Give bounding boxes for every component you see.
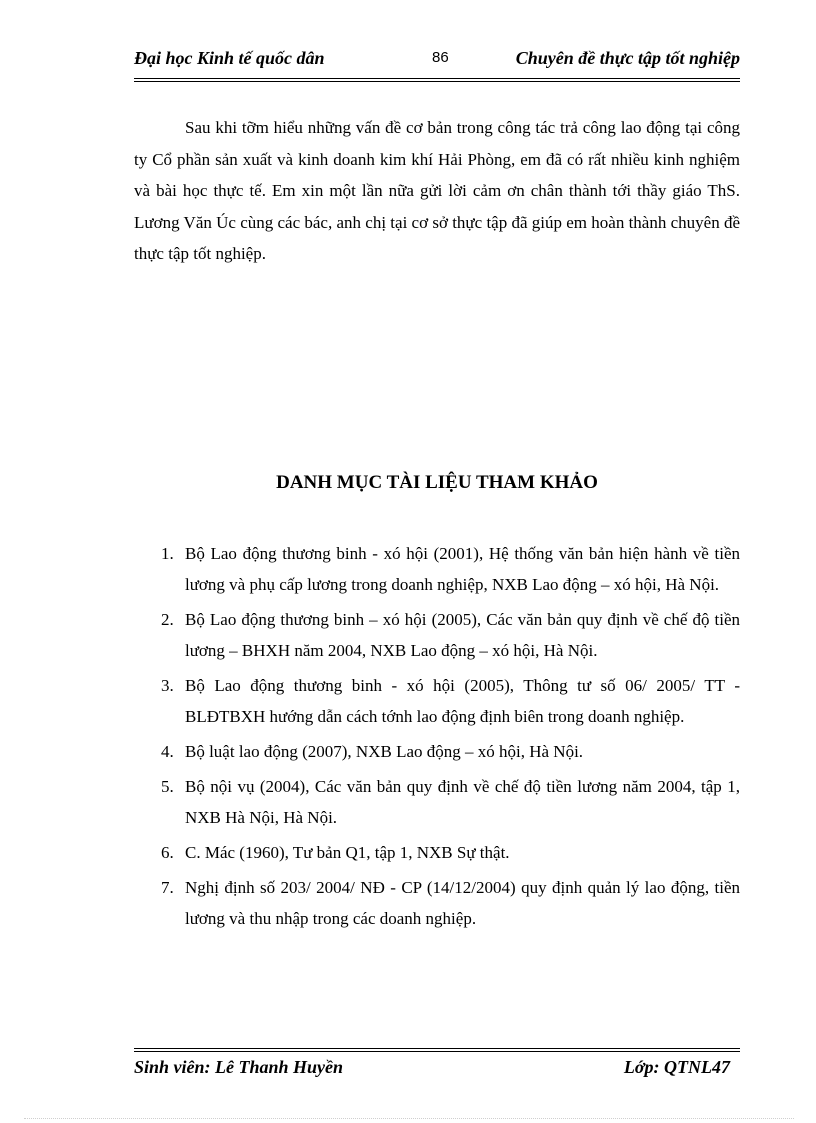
page-bottom-divider xyxy=(24,1118,794,1119)
reference-item xyxy=(134,670,740,732)
reference-text: Bộ Lao động thương binh - xó hội (2001), Hệ thống văn bản hiện hành về tiền lương và phụ cấp lương trong doanh nghiệp, NXB Lao động – xó hội, Hà Nội. xyxy=(185,544,740,594)
footer-student: Sinh viên: Lê Thanh Huyền xyxy=(134,1057,344,1077)
reference-item xyxy=(134,872,740,934)
reference-number: 2. xyxy=(161,610,174,629)
page-header xyxy=(134,44,740,82)
page-footer xyxy=(134,1048,740,1082)
references-title: DANH MỤC TÀI LIỆU THAM KHẢO xyxy=(276,472,598,493)
reference-number: 3. xyxy=(161,676,174,695)
reference-text: C. Mác (1960), Tư bản Q1, tập 1, NXB Sự thật. xyxy=(185,843,510,862)
closing-paragraph: Sau khi tỡm hiểu những vấn đề cơ bản trong công tác trả công lao động tại công ty Cổ phần sản xuất và kinh doanh kim khí Hải Phòng, em đã có rất nhiều kinh nghiệm và bài học thực tế. Em xin một lần nữa gửi lời cảm ơn chân thành tới thầy giáo ThS. Lương Văn Úc cùng các bác, anh chị tại cơ sở thực tập đã giúp em hoàn thành chuyên đề thực tập tốt nghiệp. xyxy=(134,118,740,263)
reference-number: 6. xyxy=(161,843,174,862)
reference-number: 1. xyxy=(161,544,174,563)
reference-text: Bộ nội vụ (2004), Các văn bản quy định về chế độ tiền lương năm 2004, tập 1, NXB Hà Nội, Hà Nội. xyxy=(185,777,740,827)
reference-item xyxy=(134,771,740,833)
reference-item xyxy=(134,604,740,666)
reference-text: Bộ Lao động thương binh – xó hội (2005), Các văn bản quy định về chế độ tiền lương – BHXH năm 2004, NXB Lao động – xó hội, Hà Nội. xyxy=(185,610,740,660)
header-university: Đại học Kinh tế quốc dân xyxy=(134,48,325,68)
reference-number: 5. xyxy=(161,777,174,796)
header-document-type: Chuyên đề thực tập tốt nghiệp xyxy=(515,48,740,68)
footer-class: Lớp: QTNL47 xyxy=(623,1057,730,1077)
page-number: 86 xyxy=(432,49,449,66)
reference-text: Bộ Lao động thương binh - xó hội (2005), Thông tư số 06/ 2005/ TT - BLĐTBXH hướng dẫn cách tớnh lao động định biên trong doanh nghiệp. xyxy=(185,676,740,726)
reference-item xyxy=(134,736,740,767)
reference-item xyxy=(134,837,740,868)
references-list xyxy=(134,538,740,938)
reference-number: 7. xyxy=(161,878,174,897)
reference-text: Bộ luật lao động (2007), NXB Lao động – xó hội, Hà Nội. xyxy=(185,742,584,761)
reference-number: 4. xyxy=(161,742,174,761)
reference-item xyxy=(134,538,740,600)
reference-text: Nghị định số 203/ 2004/ NĐ - CP (14/12/2004) quy định quản lý lao động, tiền lương và thu nhập trong các doanh nghiệp. xyxy=(185,878,740,928)
